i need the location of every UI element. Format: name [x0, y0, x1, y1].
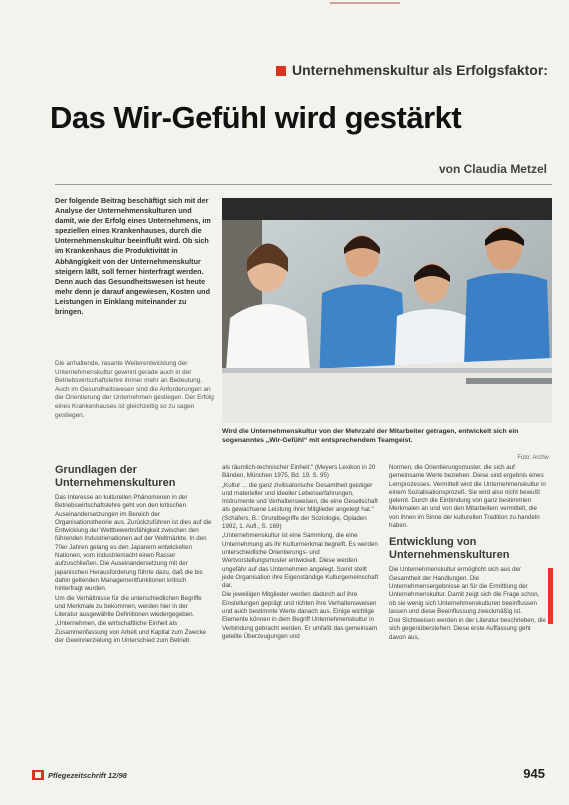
photo-illustration [222, 198, 552, 423]
team-photo [222, 198, 552, 423]
column-2 [222, 464, 379, 642]
paragraph: Das Interesse an kulturellen Phänomenen in der Betriebswirtschaftslehre geht von den kritischen Auseinandersetzungen im Bereich der Organisationstheorie aus. Zurückzuführen ist dies auf die Entwicklung der Wettbewerbsfähigkeit zwischen den führenden Industrienationen auf der Weltmärkte. In den 70er Jahren gelang es den Japanern entwickelten Nationen, vom Industriemacht einen Rasser aufzuschließen. Die Auseinandersetzung mit der japanischen Herausforderung führte dazu, daß die bis dahin geltenden Managementfunktionen kritisch hinterfragt wurden. [55, 494, 212, 593]
paragraph: „Unternehmen, die wirtschaftliche Einheit als Zusammenfassung von Arbeit und Kapital zum Zwecke der Gewinnerzielung im Unterschied zum Betrieb [55, 620, 206, 645]
paragraph: Die Unternehmenskultur ermöglicht sich aus der Gesamtheit der Handlungen. Die Unternehmensergebnisse an für die Ermittlung der Unternehmenskultur. Damit zeigt sich die Frage schon, ob sie wenig sich Unternehmenskulturen beeinflussen lassen und diese Beeinflussung zweckmäßig ist. [389, 566, 540, 615]
paragraph: als räumlich-technischer Einheit.“ (Meyers Lexikon in 20 Bänden, München 1975, Bd. 19, S. 95) [222, 464, 376, 480]
title-rule [55, 184, 552, 185]
red-square-icon [276, 66, 286, 76]
paragraph: Die jeweiligen Mitglieder werden dadurch auf ihre Einstellungen geprägt und richten ihre Verhaltensweisen und auch bestimmte Werte danach aus. Einige wichtige Elemente können in dem Begriff Unternehmenskultur in Verbindung gebracht werden. Er umfaßt das gemeinsam geteilte Überzeugungen und [222, 591, 378, 640]
paragraph: Um die Verhältnisse für die unterschiedlichen Begriffe und Merkmale zu bekommen, werden hier in der Literatur ausgewählte Definitionen wiedergegeben. [55, 594, 202, 619]
photo-caption: Wird die Unternehmenskultur von der Mehrzahl der Mitarbeiter getragen, entwickelt sich ein sogenanntes „Wir-Gefühl“ mit entsprechendem Teamgeist. [222, 428, 519, 444]
lead-text [55, 360, 215, 420]
intro-paragraph: Der folgende Beitrag beschäftigt sich mit der Analyse der Unternehmenskulturen und damit, wie der Erfolg eines Unternehmens, im speziellen eines Krankenhauses, durch die Unternehmenskultur beeinflußt wird. Ob sich im Krankenhaus die Produktivität in Abhängigkeit von der Unternehmenskultur steigern läßt, soll ferner hinterfragt werden. Denn auch das Gesundheitswesen ist heute mehr denn je darauf angewiesen, Kosten und Leistungen in Einklang miteinander zu bringen. [55, 196, 211, 317]
top-rule [330, 2, 400, 4]
lead-paragraph: Die anhaltende, rasante Weiterentwicklung der Unternehmenskultur gewinnt gerade auch in der Betriebswirtschaftslehre immer mehr an Bedeutung. Auch im Gesundheitswesen sind die Anforderungen an die Orientierung der Unternehmen gestiegen. Der Erfolg eines Krankenhauses ist gleichzeitig so zu sagen gestiegen. [55, 360, 214, 419]
paragraph: „Unternehmenskultur ist eine Sammlung, die eine Unternehmung als ihr Kulturmerkmal begreift. Es werden unterschiedliche Orientierungs- und Wertvorstellungsmuster entwickelt. Diese werden ungefähr auf das Unternehmen angelegt. Somit stellt jede Organisation ihre Eigenständige Kulturgemeinschaft dar. [222, 532, 379, 590]
section-heading: Grundlagen der Unternehmenskulturen [55, 464, 176, 489]
red-margin-bar [548, 568, 553, 624]
paragraph: Drei Sichtweisen werden in der Literatur beschrieben, die sich gegenüberstehen: Diese erste Auffassung geht davon aus, [389, 617, 546, 641]
section-heading: Entwicklung von Unternehmenskulturen [389, 536, 510, 562]
column-3 [389, 464, 547, 643]
photo-credit: Foto: Archiv [517, 455, 549, 461]
byline: von Claudia Metzel [438, 162, 547, 176]
intro-text [55, 196, 212, 317]
page-number: 945 [523, 766, 545, 781]
article-title: Das Wir-Gefühl wird gestärkt [50, 100, 462, 135]
journal-issue: Pflegezeitschrift 12/98 [48, 771, 127, 780]
kicker [276, 62, 548, 78]
kicker-text: Unternehmenskultur als Erfolgsfaktor: [292, 62, 548, 78]
column-1 [55, 464, 212, 646]
journal-logo-icon [32, 770, 44, 780]
paragraph: „Kultur ... die ganz zivilisatorische Gesamtheit geistiger und materieller und ideeller Lebenserfahrungen, Instrumente und Verhaltensweisen, die eine Gesellschaft als gewachsene Leistung ihrer Mitglieder angelegt hat.“ (Schäfers, B.: Grundbegriffe der Soziologie, Opladen 1992, 1. Aufl., S. 169) [222, 481, 378, 531]
paragraph: Normen, die Orientierungsmuster, die sich auf gemeinsame Werte beziehen. Diese sind ergebnis eines Lernprozesses. Vermittelt wird die Unternehmenskultur in einem Sozialisationsprozeß. Sie wird also nicht bewußt gelernt. Durch die Einbindung von ganz bestimmten Merkmalen an und von den Mitarbeitern vermittelt, die von ihnen im Sinne der kulturellen Tradition zu handeln haben. [389, 464, 546, 530]
